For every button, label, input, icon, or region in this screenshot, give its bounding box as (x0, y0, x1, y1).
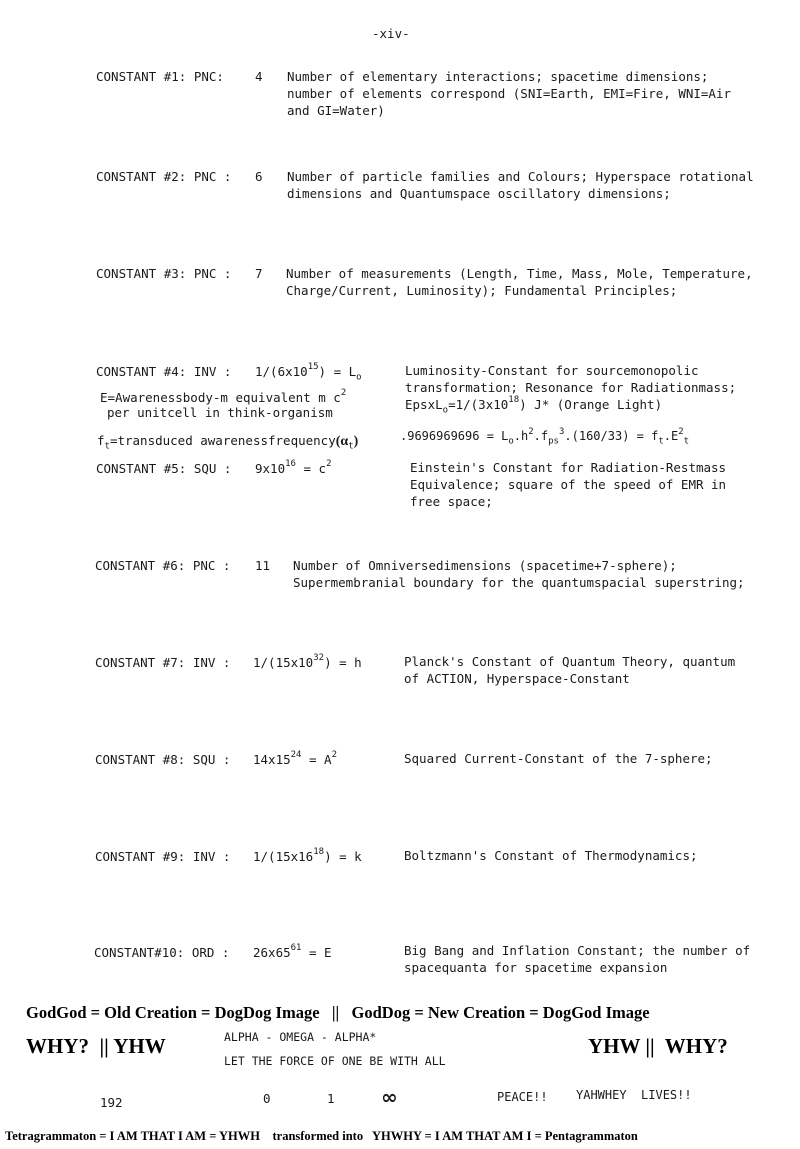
description-line: Number of Omniversedimensions (spacetime+7-sphere); (293, 558, 677, 573)
constant-description (410, 459, 726, 510)
description-line: transformation; Resonance for Radiationmass; (405, 380, 737, 395)
page-192: 192 (100, 1095, 123, 1110)
eps-formula: $EpsxL_o=1/(3x10^{18})$ J* (Orange Light) (405, 395, 663, 416)
constant-6-label: CONSTANT #6: PNC : (95, 558, 231, 573)
constant-5-label: CONSTANT #5: SQU : (96, 461, 232, 476)
force-line: LET THE FORCE OF ONE BE WITH ALL (224, 1054, 446, 1068)
description-line: Charge/Current, Luminosity); Fundamental Principles; (286, 283, 678, 298)
description-line: Luminosity-Constant for sourcemonopolic (405, 363, 699, 378)
constant-value: $1/(6x10^{15}) = L_o$ (255, 362, 362, 383)
constant-value: $1/(15x16^{18}) = k$ (253, 847, 362, 864)
description-line: number of elements correspond (SNI=Earth, EMI=Fire, WNI=Air (287, 86, 732, 101)
constant-10-label: CONSTANT#10: ORD : (94, 945, 230, 960)
number-one: 1 (327, 1091, 335, 1106)
constant-value: 4 (255, 69, 263, 84)
description-line: Big Bang and Inflation Constant; the number of (404, 943, 751, 958)
constant-7-label: CONSTANT #7: INV : (95, 655, 231, 670)
constant-1 (96, 68, 224, 85)
description-line: Einstein's Constant for Radiation-Restmass (410, 460, 727, 475)
page-number: -xiv- (372, 26, 410, 41)
description-line: Planck's Constant of Quantum Theory, quantum (404, 654, 736, 669)
yahwhey-text: YAHWHEY LIVES!! (576, 1088, 692, 1102)
constant-value: $1/(15x10^{32}) = h$ (253, 653, 362, 670)
constant-value: 6 (255, 169, 263, 184)
description-line: spacequanta for spacetime expansion (404, 960, 668, 975)
constant-description (404, 750, 713, 767)
constant-description (293, 557, 745, 591)
description-line: Number of measurements (Length, Time, Mass, Mole, Temperature, (286, 266, 753, 281)
constant-description (287, 68, 731, 119)
creation-line: GodGod = Old Creation = DogDog Image || GodDog = New Creation = DogGod Image (26, 1003, 650, 1022)
constant-description (404, 653, 735, 687)
constant-label: CONSTANT #1: PNC: (96, 69, 224, 84)
constant-value: $9x10^{16} = c^2$ (255, 459, 332, 476)
why-right: YHW || WHY? (588, 1034, 728, 1058)
constant-4-label: CONSTANT #4: INV : (96, 364, 232, 379)
description-line: Boltzmann's Constant of Thermodynamics; (404, 848, 698, 863)
constant-2-label: CONSTANT #2: PNC : (96, 169, 232, 184)
constant-8-label: CONSTANT #8: SQU : (95, 752, 231, 767)
constant-3-label: CONSTANT #3: PNC : (96, 266, 232, 281)
description-line: dimensions and Quantumspace oscillatory dimensions; (287, 186, 671, 201)
alpha-omega: ALPHA - OMEGA - ALPHA* (224, 1030, 377, 1044)
infinity-icon: ∞ (381, 1085, 398, 1109)
constant-value: 11 (255, 558, 271, 573)
constant-description (286, 265, 753, 299)
description-line: and GI=Water) (287, 103, 385, 118)
description-line: Equivalence; square of the speed of EMR in (410, 477, 727, 492)
constant-description (404, 942, 750, 976)
constant-description (404, 847, 698, 864)
number-zero: 0 (263, 1091, 271, 1106)
description-line: Number of particle families and Colours; Hyperspace rotational (287, 169, 754, 184)
description-line: free space; (410, 494, 493, 509)
tetragrammaton-line: Tetragrammaton = I AM THAT I AM = YHWH transformed into YHWHY = I AM THAT AM I = Pentagrammaton (5, 1129, 638, 1143)
constant-value: $26x65^{61} = E$ (253, 943, 332, 960)
constant-9-label: CONSTANT #9: INV : (95, 849, 231, 864)
awareness-annotation-line2: per unitcell in think-organism (107, 405, 333, 420)
peace-text: PEACE!! (497, 1090, 548, 1104)
awareness-annotation: E=Awarenessbody-m equivalent m $c^2$ (100, 388, 347, 405)
constant-value: 7 (255, 266, 263, 281)
description-line: Squared Current-Constant of the 7-sphere; (404, 751, 713, 766)
constant-description (405, 362, 736, 420)
why-left: WHY? || YHW (26, 1034, 166, 1058)
frequency-annotation: $f_t=transduced$ $awarenessfrequency(\alpha_t)$ (97, 433, 359, 452)
description-line: Supermembranial boundary for the quantumspacial superstring; (293, 575, 745, 590)
description-line: of ACTION, Hyperspace-Constant (404, 671, 630, 686)
description-line: Number of elementary interactions; spacetime dimensions; (287, 69, 709, 84)
resonance-formula: $.9696969696 = L_o.h^2.f_{ps}^3.(160/33) = f_t.E^2_t$ (400, 427, 690, 447)
constant-description (287, 168, 754, 202)
constant-value: $14x15^{24} = A^2$ (253, 750, 338, 767)
